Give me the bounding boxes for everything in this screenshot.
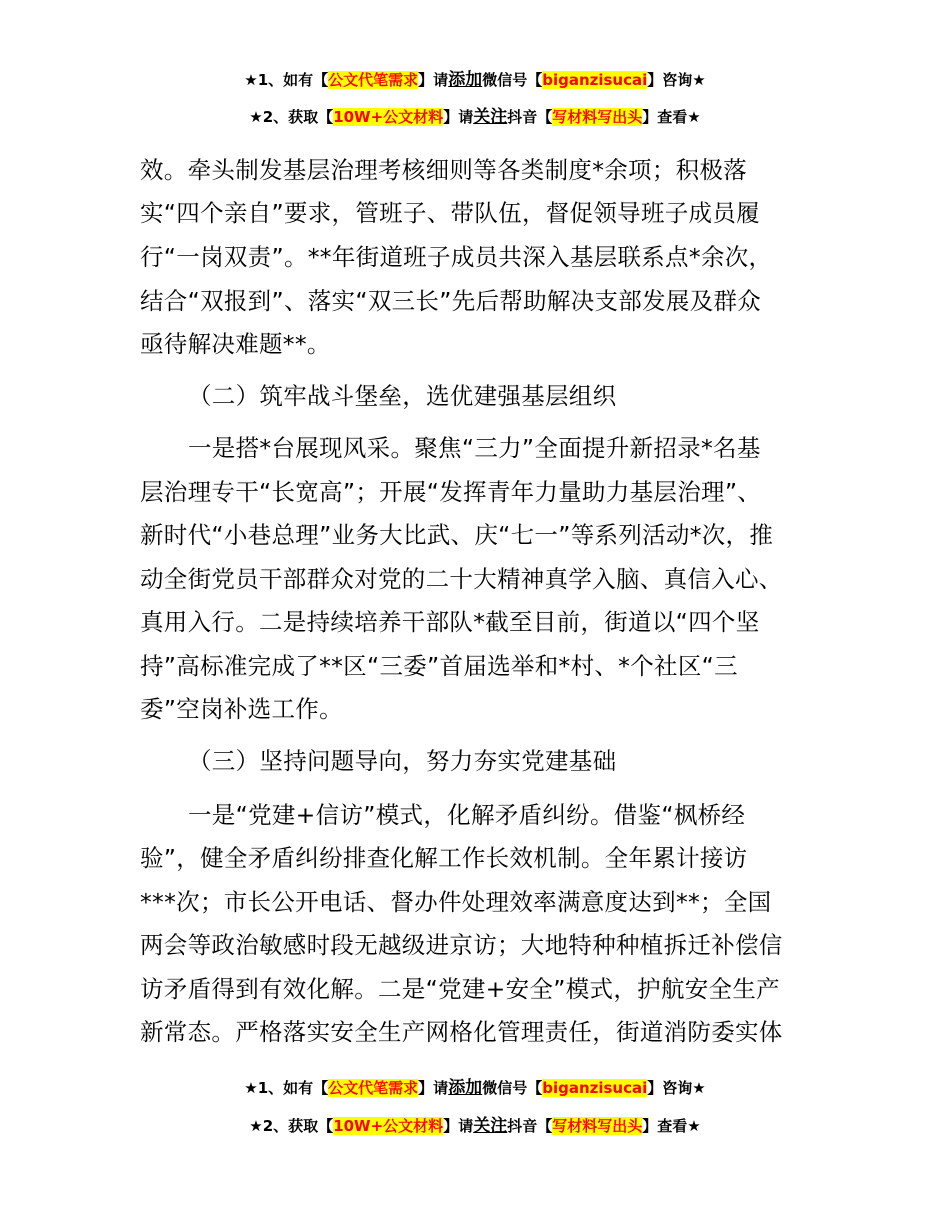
paragraph-line: 两会等政治敏感时段无越级进京访；大地特种种植拆迁补偿信 [140, 931, 783, 959]
promo-text: 抖音【 [507, 1117, 553, 1135]
promo-suffix: 】查看★ [642, 1117, 701, 1135]
paragraph-line: 动全街党员干部群众对党的二十大精神真学入脑、真信入心、 [140, 565, 783, 593]
promo-wechat-id: biganzisucai [542, 71, 648, 89]
paragraph-line: 持”高标准完成了**区“三委”首届选举和*村、*个社区“三 [140, 652, 738, 680]
paragraph-line: ***次；市长公开电话、督办件处理效率满意度达到**；全国 [140, 888, 772, 916]
bottom-promo-line-1 [0, 1078, 950, 1098]
paragraph-line: 实“四个亲自”要求，管班子、带队伍，督促领导班子成员履 [140, 199, 760, 227]
paragraph-line: 结合“双报到”、落实“双三长”先后帮助解决支部发展及群众 [140, 287, 762, 315]
paragraph-line: 委”空岗补选工作。 [140, 695, 343, 723]
promo-douyin-account: 写材料写出头 [552, 108, 643, 126]
paragraph-line: 一是搭*台展现风采。聚焦“三力”全面提升新招录*名基 [188, 434, 761, 462]
promo-text: 】请 [443, 1117, 474, 1135]
promo-underlined-text: 添加 [448, 1078, 483, 1098]
promo-text: 微信号【 [482, 1079, 543, 1097]
paragraph-line: 层治理专干“长宽高”；开展“发挥青年力量助力基层治理”、 [140, 478, 762, 506]
promo-wechat-id: biganzisucai [542, 1079, 648, 1097]
bottom-promo-line-2 [0, 1116, 950, 1136]
paragraph-line: 访矛盾得到有效化解。二是“党建+安全”模式，护航安全生产 [140, 975, 780, 1003]
promo-text: 微信号【 [482, 71, 543, 89]
paragraph-line: 真用入行。二是持续培养干部队*截至目前，街道以“四个坚 [140, 608, 760, 636]
promo-prefix: ★2、获取【 [249, 1117, 334, 1135]
promo-highlight: 公文代笔需求 [328, 71, 419, 89]
promo-highlight: 10W+公文材料 [333, 108, 444, 126]
section-heading: （二）筑牢战斗堡垒，选优建强基层组织 [188, 382, 617, 410]
promo-highlight: 公文代笔需求 [328, 1079, 419, 1097]
promo-suffix: 】咨询★ [647, 1079, 706, 1097]
promo-highlight: 10W+公文材料 [333, 1117, 444, 1135]
promo-text: 】请 [418, 71, 449, 89]
promo-underlined-text: 添加 [448, 70, 483, 90]
promo-suffix: 】查看★ [642, 108, 701, 126]
promo-prefix: ★2、获取【 [249, 108, 334, 126]
paragraph-line: 新时代“小巷总理”业务大比武、庆“七一”等系列活动*次，推 [140, 521, 774, 549]
paragraph-line: 效。牵头制发基层治理考核细则等各类制度*余项；积极落 [140, 156, 748, 184]
promo-text: 抖音【 [507, 108, 553, 126]
paragraph-line: 新常态。严格落实安全生产网格化管理责任，街道消防委实体 [140, 1018, 783, 1046]
promo-prefix: ★1、如有【 [244, 1079, 329, 1097]
paragraph-line: 验”，健全矛盾纠纷排查化解工作长效机制。全年累计接访 [140, 844, 748, 872]
paragraph-line: 亟待解决难题**。 [140, 330, 331, 358]
promo-underlined-text: 关注 [473, 1116, 508, 1136]
promo-douyin-account: 写材料写出头 [552, 1117, 643, 1135]
paragraph-line: 行“一岗双责”。**年街道班子成员共深入基层联系点*余次， [140, 243, 773, 271]
paragraph-line: 一是“党建+信访”模式，化解矛盾纠纷。借鉴“枫桥经 [188, 801, 746, 829]
section-heading: （三）坚持问题导向，努力夯实党建基础 [188, 747, 617, 775]
top-promo-line-1 [0, 70, 950, 90]
promo-text: 】请 [418, 1079, 449, 1097]
top-promo-line-2 [0, 107, 950, 127]
promo-text: 】请 [443, 108, 474, 126]
promo-prefix: ★1、如有【 [244, 71, 329, 89]
promo-underlined-text: 关注 [473, 107, 508, 127]
promo-suffix: 】咨询★ [647, 71, 706, 89]
